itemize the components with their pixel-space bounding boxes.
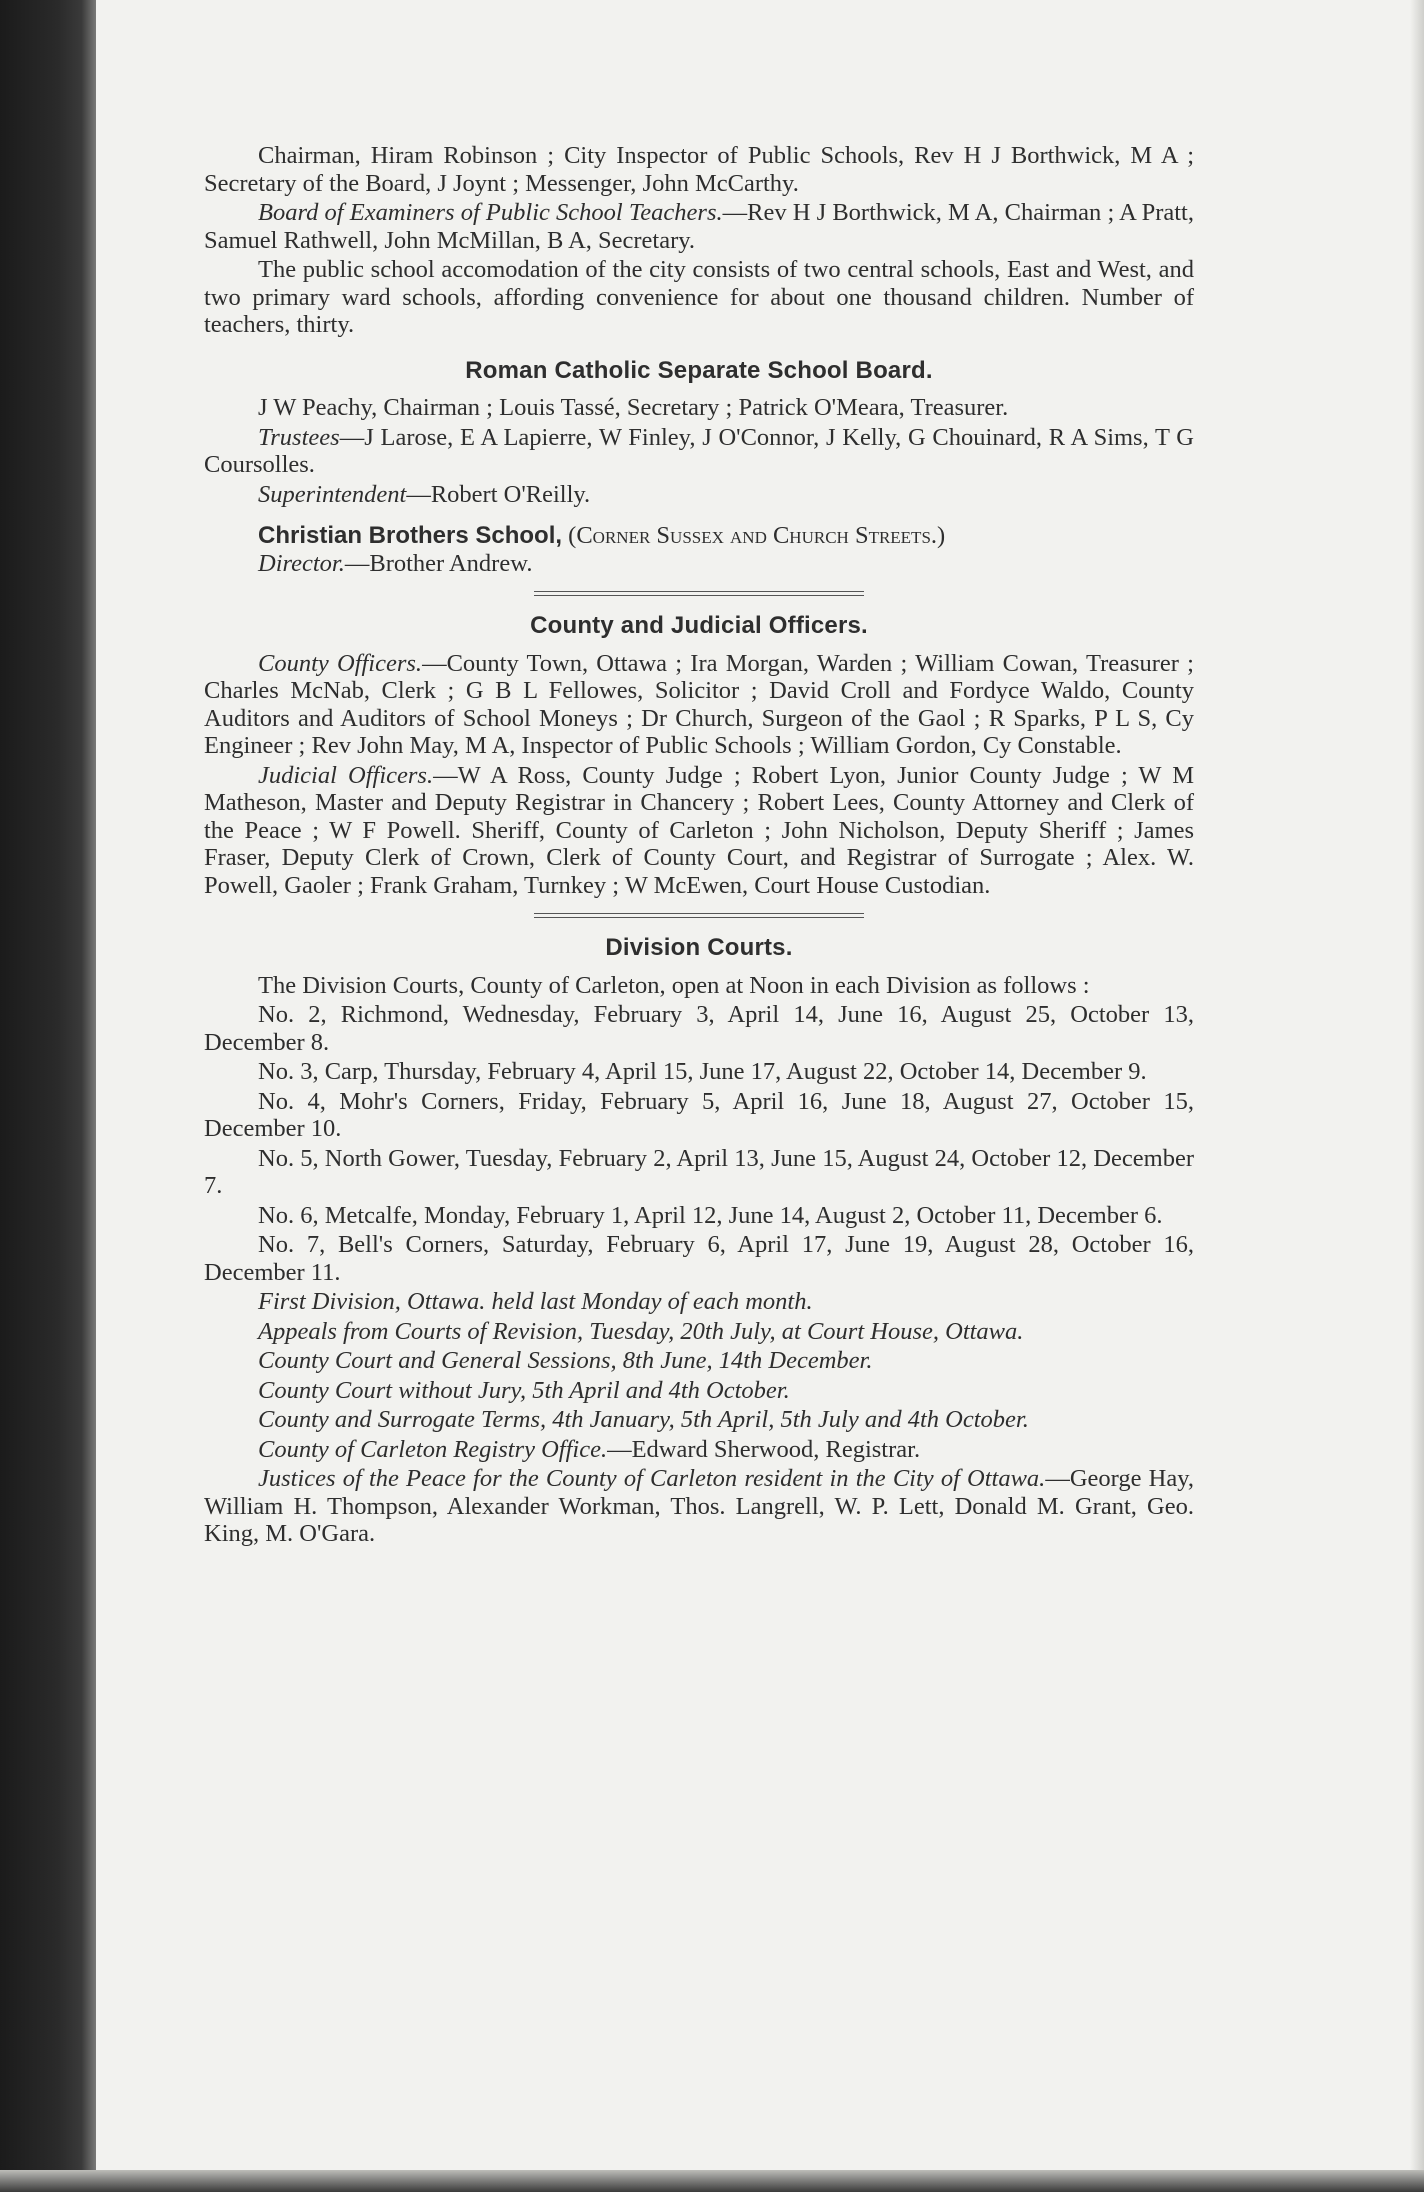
trustees-label: Trustees: [258, 423, 340, 451]
rc-board-heading: Roman Catholic Separate School Board.: [465, 356, 933, 384]
superintendent-label: Superintendent: [258, 480, 407, 508]
without-jury-note: County Court without Jury, 5th April and 4th October.: [258, 1376, 790, 1404]
book-binding: [0, 0, 96, 2192]
surrogate-note: County and Surrogate Terms, 4th January, 5th April, 5th July and 4th October.: [258, 1406, 1029, 1433]
rc-superintendent-paragraph: [204, 481, 1194, 509]
examiners-paragraph: [204, 199, 1194, 254]
justices-paragraph: [204, 1465, 1194, 1548]
christian-brothers-paragraph: [204, 522, 1194, 550]
page-edge: [1410, 0, 1424, 2192]
examiners-label: Board of Examiners of Public School Teachers.: [258, 199, 723, 226]
division-entry: No. 3, Carp, Thursday, February 4, April 15, June 17, August 22, October 14, December 9.: [258, 1058, 1147, 1085]
county-officers-paragraph: [204, 650, 1194, 760]
division-entry: No. 5, North Gower, Tuesday, February 2, April 13, June 15, August 24, October 12, December 7.: [204, 1144, 1194, 1199]
rc-trustees-paragraph: [204, 424, 1194, 479]
first-division-note: First Division, Ottawa. held last Monday of each month.: [258, 1288, 813, 1315]
section-divider: [534, 591, 864, 596]
judicial-officers-text: —W A Ross, County Judge ; Robert Lyon, Junior County Judge ; W M Matheson, Master and Deputy Registrar in Chancery ; Robert Lees, County Attorney and Clerk of the Peace ; W F Powell. Sheriff, County of Carleton ; John Nicholson, Deputy Sheriff ; James Fraser, Deputy Clerk of Crown, Clerk of County Court, and Registrar of Surrogate ; Alex. W. Powell, Gaoler ; Frank Graham, Turnkey ; W McEwen, Court House Custodian.: [204, 761, 1194, 899]
school-board-officers: Chairman, Hiram Robinson ; City Inspector of Public Schools, Rev H J Borthwick, M A ; Secretary of the Board, J Joynt ; Messenger, John McCarthy.: [204, 142, 1194, 197]
county-heading: County and Judicial Officers.: [530, 612, 868, 639]
division-courts-heading: Division Courts.: [605, 934, 793, 961]
judicial-officers-label: Judicial Officers.: [258, 761, 434, 789]
registry-text: —Edward Sherwood, Registrar.: [607, 1435, 921, 1463]
rc-board-officers: J W Peachy, Chairman ; Louis Tassé, Secretary ; Patrick O'Meara, Treasurer.: [258, 394, 1009, 421]
county-officers-label: County Officers.: [258, 649, 423, 677]
superintendent-text: —Robert O'Reilly.: [406, 480, 591, 508]
section-divider: [534, 913, 864, 918]
accommodation-paragraph: The public school accomodation of the city consists of two central schools, East and West, and two primary ward schools, affording convenience for about one thousand children. Number of teachers, thirty.: [204, 256, 1194, 338]
christian-brothers-heading: Christian Brothers School,: [258, 522, 563, 549]
judicial-officers-paragraph: [204, 762, 1194, 900]
division-entry: No. 4, Mohr's Corners, Friday, February 5, April 16, June 18, August 27, October 15, December 10.: [204, 1087, 1194, 1142]
county-officers-text: —County Town, Ottawa ; Ira Morgan, Warden ; William Cowan, Treasurer ; Charles McNab, Clerk ; G B L Fellowes, Solicitor ; David Croll and Fordyce Waldo, County Auditors and Auditors of School Moneys ; Dr Church, Surgeon of the Gaol ; R Sparks, P L S, Cy Engineer ; Rev John May, M A, Inspector of Public Schools ; William Gordon, Cy Constable.: [204, 649, 1194, 759]
registry-label: County of Carleton Registry Office.: [258, 1435, 608, 1463]
trustees-text: —J Larose, E A Lapierre, W Finley, J O'Connor, J Kelly, G Chouinard, R A Sims, T G Coursolles.: [204, 423, 1194, 478]
division-entry: No. 6, Metcalfe, Monday, February 1, April 12, June 14, August 2, October 11, December 6.: [258, 1201, 1163, 1229]
division-entry: No. 2, Richmond, Wednesday, February 3, April 14, June 16, August 25, October 13, December 8.: [204, 1001, 1194, 1056]
director-label: Director.: [258, 549, 345, 577]
director-paragraph: [204, 550, 1194, 578]
general-sessions-note: County Court and General Sessions, 8th June, 14th December.: [258, 1347, 873, 1374]
appeals-note: Appeals from Courts of Revision, Tuesday, 20th July, at Court House, Ottawa.: [258, 1317, 1024, 1345]
division-intro: The Division Courts, County of Carleton, open at Noon in each Division as follows :: [258, 971, 1090, 999]
division-entry: No. 7, Bell's Corners, Saturday, February 6, April 17, June 19, August 28, October 16, December 11.: [204, 1231, 1194, 1286]
justices-text: —George Hay, William H. Thompson, Alexander Workman, Thos. Langrell, W. P. Lett, Donald M. Grant, Geo. King, M. O'Gara.: [204, 1465, 1194, 1547]
justices-label: Justices of the Peace for the County of Carleton resident in the City of Ottawa.: [258, 1465, 1046, 1492]
page-bottom-edge: [0, 2170, 1424, 2192]
christian-brothers-location: (Corner Sussex and Church Streets.): [568, 522, 946, 549]
registry-paragraph: [204, 1436, 1194, 1464]
page-text: [204, 142, 1194, 1550]
director-text: —Brother Andrew.: [344, 549, 533, 577]
examiners-text: —Rev H J Borthwick, M A, Chairman ; A Pratt, Samuel Rathwell, John McMillan, B A, Secretary.: [204, 199, 1194, 254]
